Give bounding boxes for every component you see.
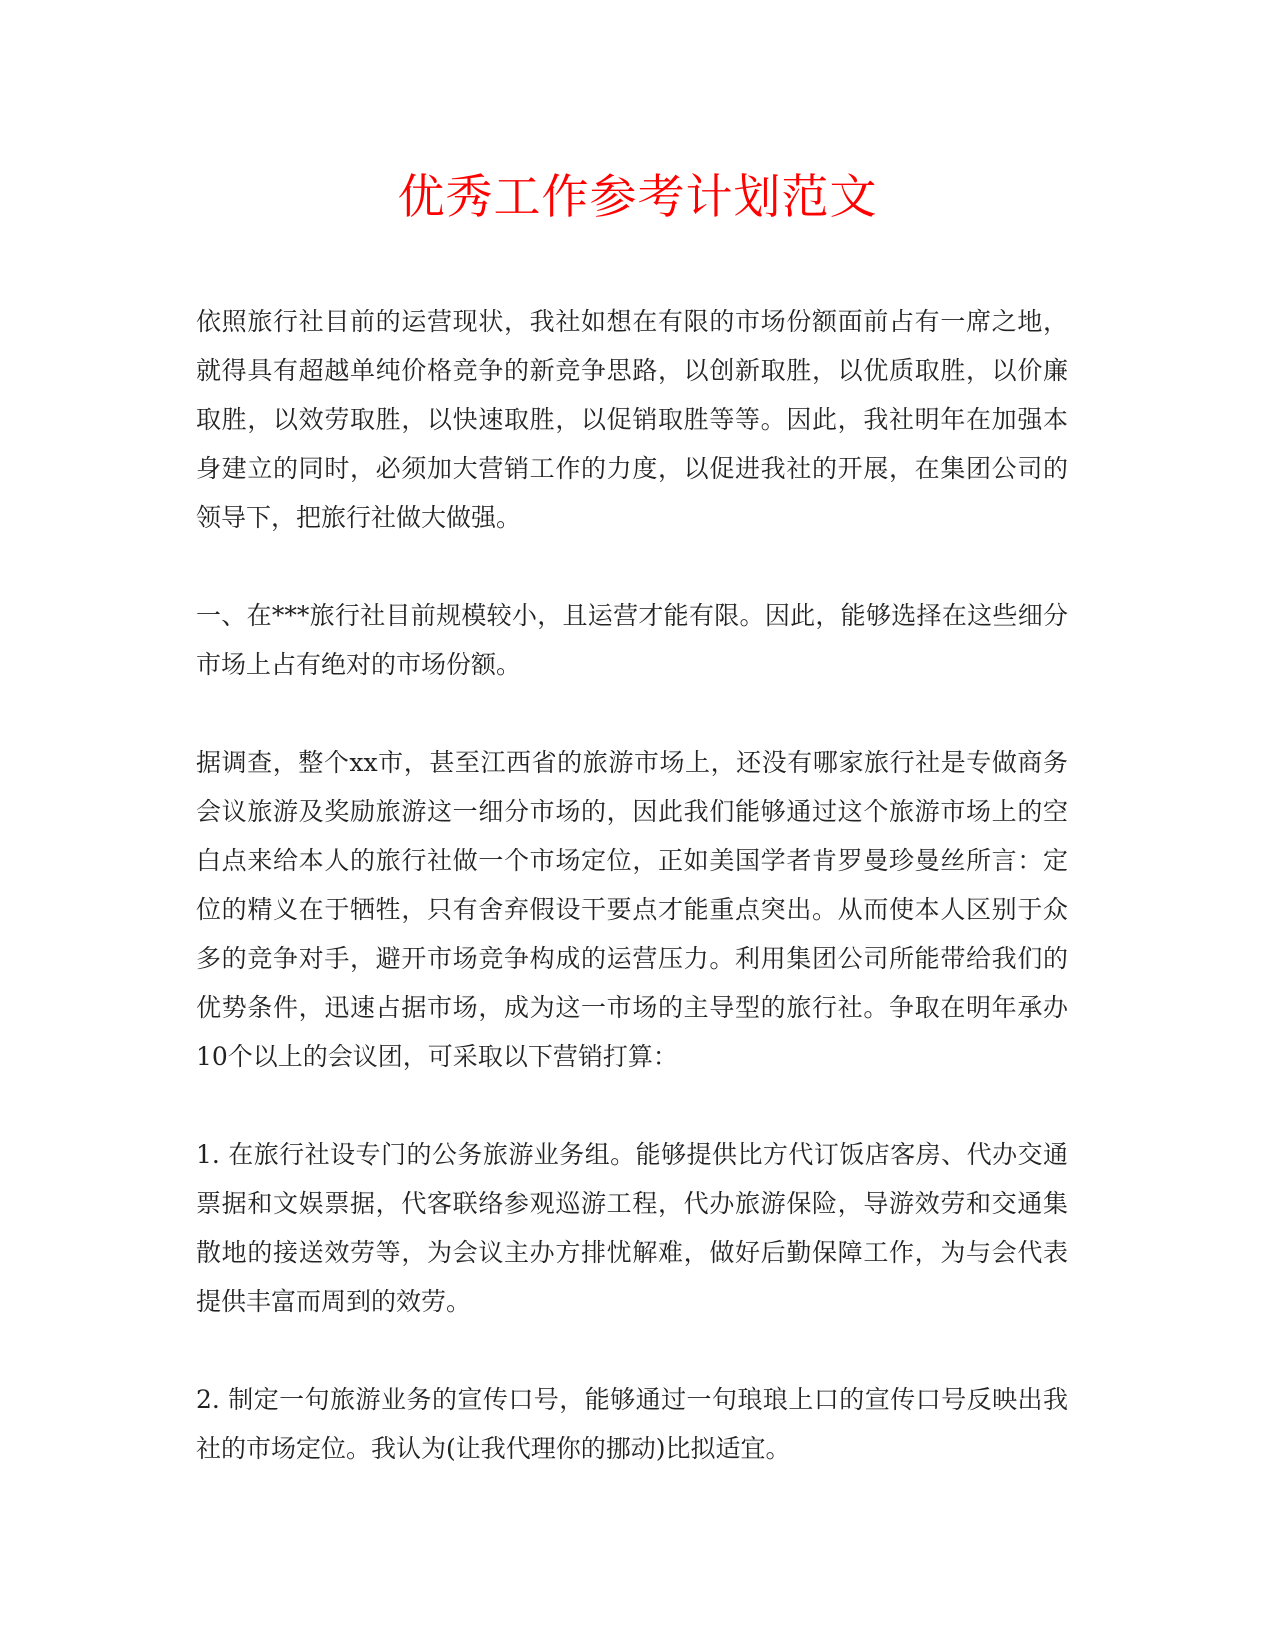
paragraph-item-2: 2. 制定一句旅游业务的宣传口号，能够通过一句琅琅上口的宣传口号反映出我社的市场定位。我认为(让我代理你的挪动)比拟适宜。	[196, 1385, 1068, 1463]
paragraph-section-1: 一、在***旅行社目前规模较小，且运营才能有限。因此，能够选择在这些细分市场上占有绝对的市场份额。	[196, 601, 1068, 679]
paragraph-research: 据调查，整个xx市，甚至江西省的旅游市场上，还没有哪家旅行社是专做商务会议旅游及奖励旅游这一细分市场的，因此我们能够通过这个旅游市场上的空白点来给本人的旅行社做一个市场定位，正如美国学者肯罗曼珍曼丝所言：定位的精义在于牺牲，只有舍弃假设干要点才能重点突出。从而使本人区别于众多的竞争对手，避开市场竞争构成的运营压力。利用集团公司所能带给我们的优势条件，迅速占据市场，成为这一市场的主导型的旅行社。争取在明年承办10个以上的会议团，可采取以下营销打算：	[196, 748, 1068, 1071]
document-title: 优秀工作参考计划范文	[397, 170, 878, 225]
paragraph-item-1: 1. 在旅行社设专门的公务旅游业务组。能够提供比方代订饭店客房、代办交通票据和文娱票据，代客联络参观巡游工程，代办旅游保险，导游效劳和交通集散地的接送效劳等，为会议主办方排忧解难，做好后勤保障工作，为与会代表提供丰富而周到的效劳。	[196, 1140, 1068, 1316]
paragraph-intro: 依照旅行社目前的运营现状，我社如想在有限的市场份额面前占有一席之地，就得具有超越单纯价格竞争的新竞争思路，以创新取胜，以优质取胜，以价廉取胜，以效劳取胜，以快速取胜，以促销取胜等等。因此，我社明年在加强本身建立的同时，必须加大营销工作的力度，以促进我社的开展，在集团公司的领导下，把旅行社做大做强。	[196, 307, 1068, 532]
document-body	[196, 297, 1068, 1473]
